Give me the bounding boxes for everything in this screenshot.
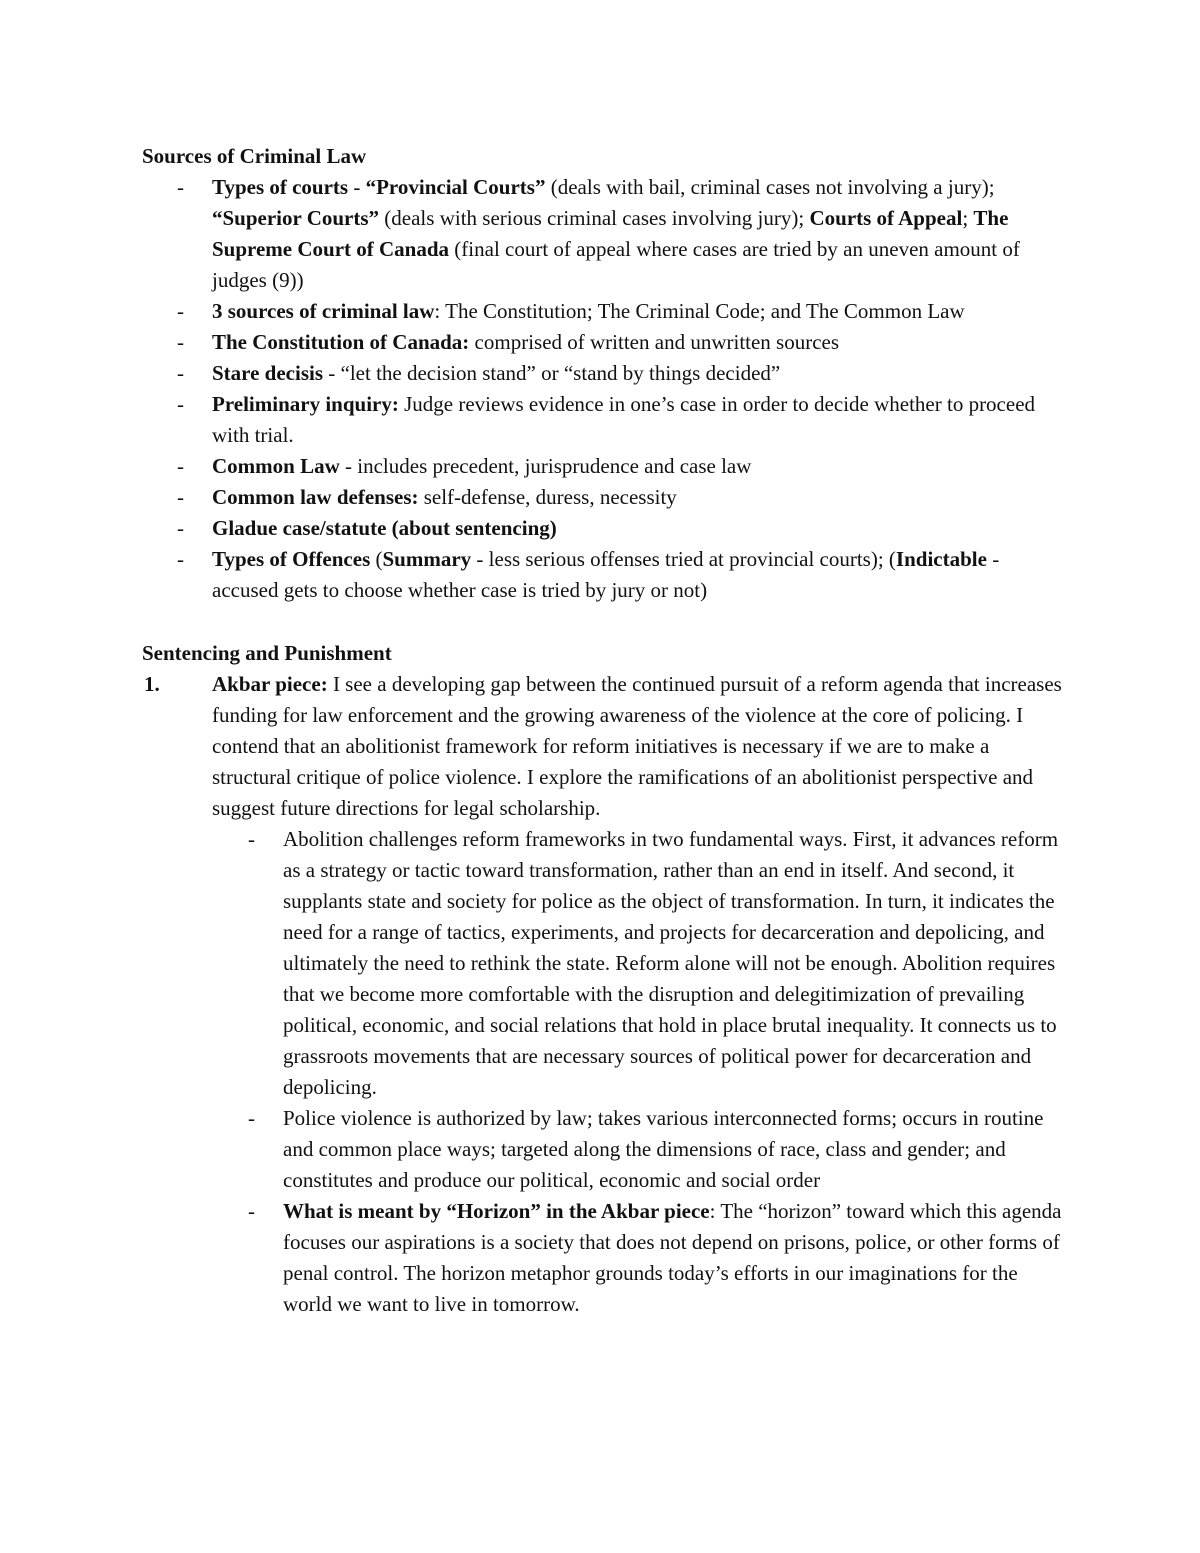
bullet-dash: - bbox=[248, 1199, 255, 1223]
list-item-types-of-offences bbox=[0, 544, 1062, 606]
bullet-dash: - bbox=[177, 454, 184, 478]
bullet-dash: - bbox=[177, 485, 184, 509]
item-text: comprised of written and unwritten sources bbox=[469, 330, 840, 354]
item-text: - “let the decision stand” or “stand by things decided” bbox=[323, 361, 781, 385]
item-text: (deals with bail, criminal cases not involving a jury); bbox=[545, 175, 995, 199]
item-text: - includes precedent, jurisprudence and case law bbox=[339, 454, 752, 478]
bullet-dash: - bbox=[177, 299, 184, 323]
list-item-types-of-courts bbox=[0, 172, 1062, 296]
list-item-sources-of-law bbox=[0, 296, 1062, 327]
bullet-dash: - bbox=[177, 175, 184, 199]
list-item-common-law bbox=[0, 451, 1062, 482]
term-summary: Summary bbox=[382, 547, 472, 571]
sources-list bbox=[0, 172, 1200, 606]
sub-item-abolition bbox=[0, 824, 1063, 1103]
term-indictable: Indictable bbox=[895, 547, 987, 571]
list-item-constitution bbox=[0, 327, 1062, 358]
item-text: - accused gets to choose whether case is tried by jury or not) bbox=[212, 547, 1000, 602]
term-common-law-defenses: Common law defenses: bbox=[212, 485, 419, 509]
term-supreme-court: The Supreme Court of Canada bbox=[212, 206, 1009, 261]
item-text: : The Constitution; The Criminal Code; and The Common Law bbox=[434, 299, 965, 323]
item-text: self-defense, duress, necessity bbox=[418, 485, 677, 509]
term-superior-courts: “Superior Courts” bbox=[212, 206, 380, 230]
term-stare-decisis: Stare decisis bbox=[212, 361, 324, 385]
item-text: (final court of appeal where cases are tried by an uneven amount of judges (9)) bbox=[212, 237, 1020, 292]
section-heading-sentencing: Sentencing and Punishment bbox=[142, 641, 392, 665]
list-item-stare-decisis bbox=[0, 358, 1062, 389]
bullet-dash: - bbox=[177, 516, 184, 540]
term-constitution: The Constitution of Canada: bbox=[212, 330, 470, 354]
bullet-dash: - bbox=[177, 547, 184, 571]
item-text: - bbox=[348, 175, 366, 199]
sentencing-list bbox=[0, 669, 1200, 1320]
list-item-akbar-piece bbox=[0, 669, 1062, 824]
term-horizon: What is meant by “Horizon” in the Akbar piece bbox=[283, 1199, 710, 1223]
bullet-dash: - bbox=[177, 392, 184, 416]
term-courts-of-appeal: Courts of Appeal bbox=[809, 206, 963, 230]
list-item-preliminary-inquiry bbox=[0, 389, 1062, 451]
term-common-law: Common Law bbox=[212, 454, 340, 478]
bullet-dash: - bbox=[248, 1106, 255, 1130]
list-item-gladue bbox=[0, 513, 1062, 544]
bullet-dash: - bbox=[248, 827, 255, 851]
bullet-dash: - bbox=[177, 361, 184, 385]
item-text: - less serious offenses tried at provincial courts); ( bbox=[471, 547, 896, 571]
item-text: Judge reviews evidence in one’s case in order to decide whether to proceed with trial. bbox=[212, 392, 1036, 447]
term-types-of-offences: Types of Offences bbox=[212, 547, 371, 571]
item-text: ( bbox=[370, 547, 383, 571]
term-akbar-piece: Akbar piece: bbox=[212, 672, 328, 696]
bullet-dash: - bbox=[177, 330, 184, 354]
term-gladue: Gladue case/statute (about sentencing) bbox=[212, 516, 557, 540]
item-text: I see a developing gap between the continued pursuit of a reform agenda that increases funding for law enforcement and the growing awareness of the violence at the core of policing. I contend that an abolitionist framework for reform initiatives is necessary if we are to make a structural critique of police violence. I explore the ramifications of an abolitionist perspective and suggest future directions for legal scholarship. bbox=[212, 672, 1062, 820]
sub-item-horizon bbox=[0, 1196, 1063, 1320]
list-item-common-law-defenses bbox=[0, 482, 1062, 513]
term-types-of-courts: Types of courts bbox=[212, 175, 349, 199]
list-number: 1. bbox=[144, 672, 160, 696]
section-heading-sources: Sources of Criminal Law bbox=[142, 144, 367, 168]
item-text: (deals with serious criminal cases involving jury); bbox=[379, 206, 810, 230]
item-text: Abolition challenges reform frameworks in two fundamental ways. First, it advances reform as a strategy or tactic toward transformation, rather than an end in itself. And second, it supplants state and society for police as the object of transformation. In turn, it indicates the need for a range of tactics, experiments, and projects for decarceration and depolicing, and ultimately the need to rethink the state. Reform alone will not be enough. Abolition requires that we become more comfortable with the disruption and delegitimization of prevailing political, economic, and social relations that hold in place brutal inequality. It connects us to grassroots movements that are necessary sources of political power for decarceration and depolicing. bbox=[283, 827, 1059, 1099]
item-text: Police violence is authorized by law; takes various interconnected forms; occurs in routine and common place ways; targeted along the dimensions of race, class and gender; and constitutes and produce our political, economic and social order bbox=[283, 1106, 1044, 1192]
term-sources: 3 sources of criminal law bbox=[212, 299, 435, 323]
item-text: ; bbox=[962, 206, 974, 230]
term-provincial-courts: “Provincial Courts” bbox=[365, 175, 546, 199]
term-preliminary-inquiry: Preliminary inquiry: bbox=[212, 392, 399, 416]
item-text: : The “horizon” toward which this agenda focuses our aspirations is a society that does not depend on prisons, police, or other forms of penal control. The horizon metaphor grounds today’s efforts in our imaginations for the world we want to live in tomorrow. bbox=[283, 1199, 1062, 1316]
sub-item-police-violence bbox=[0, 1103, 1063, 1196]
